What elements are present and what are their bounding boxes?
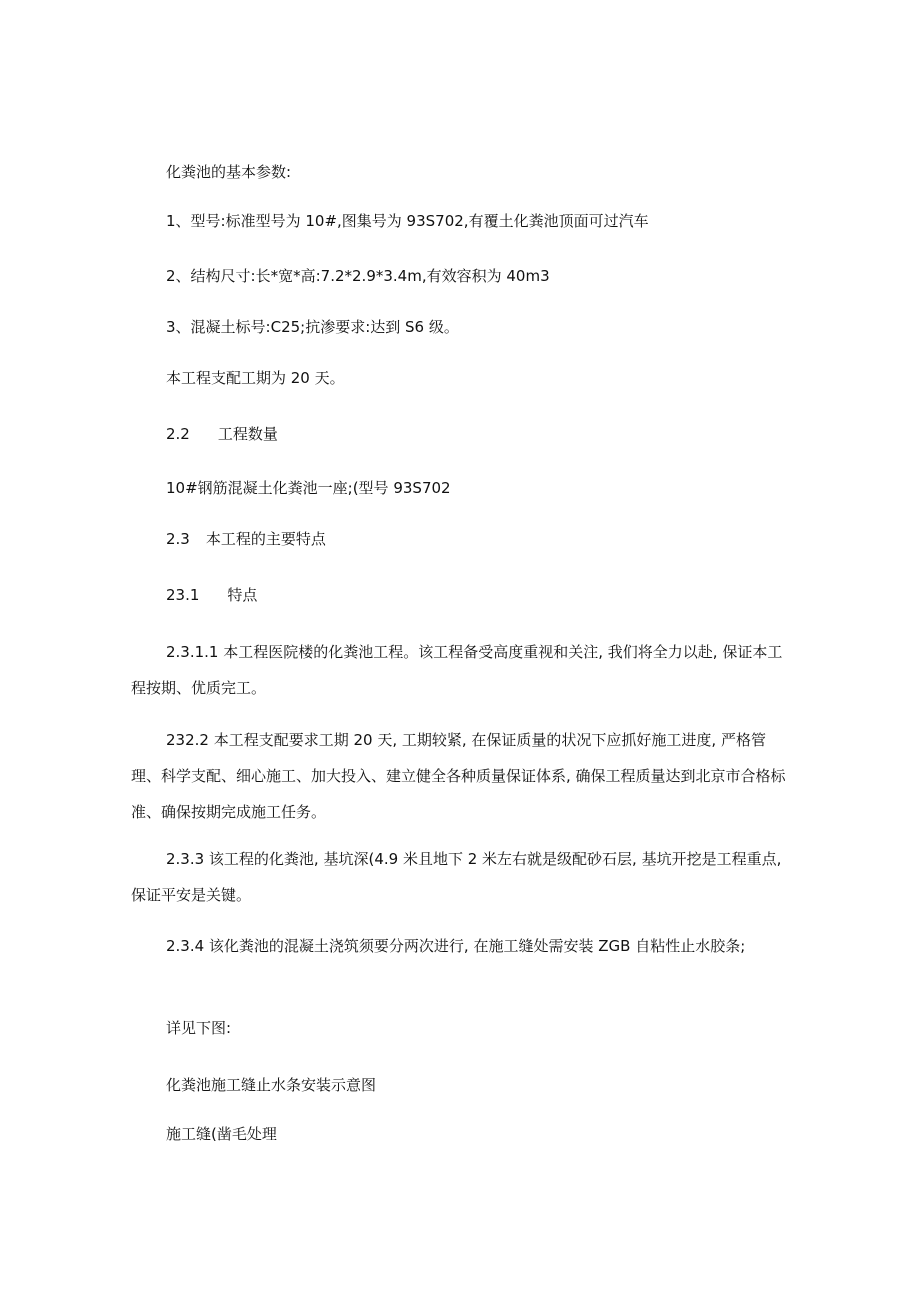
text-line: 本工程支配工期为 20 天。 [166, 369, 345, 387]
section-title: 工程数量 [217, 425, 278, 443]
section-title: 本工程的主要特点 [205, 530, 326, 548]
section-heading [166, 529, 326, 549]
section-heading [166, 585, 257, 605]
paragraph: 2.3.4 该化粪池的混凝土浇筑须要分两次进行, 在施工缝处需安装 ZGB 自粘性止水胶条; [166, 937, 746, 955]
text-line: 1、型号:标准型号为 10#,图集号为 93S702,有覆土化粪池顶面可过汽车 [166, 212, 649, 230]
section-number: 23.1 [166, 586, 200, 604]
text-line: 3、混凝土标号:C25;抗渗要求:达到 S6 级。 [166, 318, 459, 336]
text-line: 10#钢筋混凝土化粪池一座;(型号 93S702 [166, 479, 451, 497]
section-title: 特点 [227, 586, 258, 604]
paragraph: 2.3.3 该工程的化粪池, 基坑深(4.9 米且地下 2 米左右就是级配砂石层, 基坑开挖是工程重点, 保证平安是关键。 [131, 850, 782, 904]
text-line: 施工缝(凿毛处理 [166, 1125, 277, 1143]
section-number: 2.2 [166, 425, 190, 443]
figure-caption: 化粪池施工缝止水条安装示意图 [166, 1076, 377, 1094]
paragraph: 232.2 本工程支配要求工期 20 天, 工期较紧, 在保证质量的状况下应抓好施工进度, 严格管理、科学支配、细心施工、加大投入、建立健全各种质量保证体系, 确保工程质量达到北京市合格标准、确保按期完成施工任务。 [131, 731, 786, 821]
text-line: 2、结构尺寸:长*宽*高:7.2*2.9*3.4m,有效容积为 40m3 [166, 267, 550, 285]
section-heading [166, 424, 278, 444]
paragraph: 2.3.1.1 本工程医院楼的化粪池工程。该工程备受高度重视和关注, 我们将全力以赴, 保证本工程按期、优质完工。 [131, 643, 783, 697]
text-line: 详见下图: [166, 1019, 232, 1037]
text-line: 化粪池的基本参数: [166, 163, 292, 181]
section-number: 2.3 [166, 530, 190, 548]
